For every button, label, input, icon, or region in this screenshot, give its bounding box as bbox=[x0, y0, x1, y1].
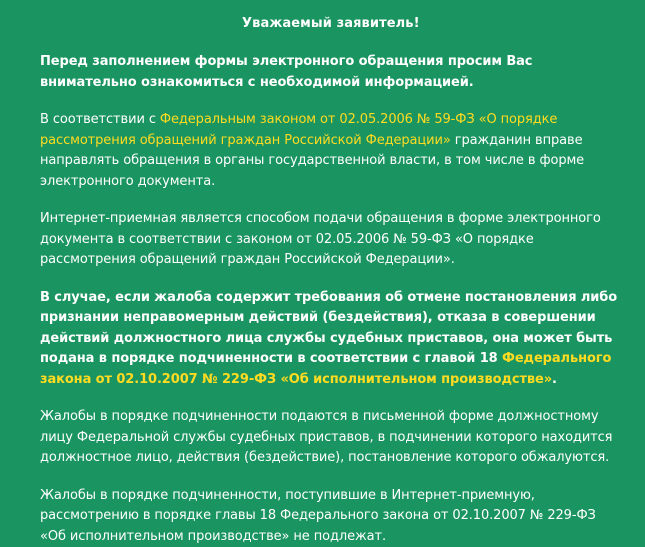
notice-paragraph-complaint bbox=[40, 288, 625, 391]
notice-paragraph-complaint-text-after: . bbox=[552, 372, 557, 387]
notice-paragraph-complaint-text-before: В случае, если жалоба содержит требования об отмене постановления либо признании неправомерным действий (бездействия), отказа в совершении действий должностного лица службы судебных приставов, она может быть подана в порядке подчиненности в соответствии с главой 18 bbox=[40, 290, 617, 367]
notice-greeting: Уважаемый заявитель! bbox=[40, 14, 625, 34]
notice-paragraph-not-subject: Жалобы в порядке подчиненности, поступившие в Интернет-приемную, рассмотрению в порядке главы 18 Федерального закона от 02.10.2007 № 229-ФЗ «Об исполнительном производстве» не подлежат. bbox=[40, 486, 625, 547]
federal-law-229-link[interactable]: Федерального закона от 02.10.2007 № 229-ФЗ «Об исполнительном производстве» bbox=[40, 351, 611, 387]
notice-paragraph-reception: Интернет-приемная является способом подачи обращения в форме электронного документа в соответствии с законом от 02.05.2006 № 59-ФЗ «О порядке рассмотрения обращений граждан Российской Федерации». bbox=[40, 209, 625, 271]
notice-paragraph-written-form: Жалобы в порядке подчиненности подаются в письменной форме должностному лицу Федеральной службы судебных приставов, в подчинении которого находится должностное лицо, действия (бездействие), постановление которого обжалуются. bbox=[40, 407, 625, 469]
federal-law-59-link[interactable]: Федеральным законом от 02.05.2006 № 59-ФЗ «О порядке рассмотрения обращений граждан Российской Федерации» bbox=[40, 112, 557, 148]
notice-intro: Перед заполнением формы электронного обращения просим Вас внимательно ознакомиться с необходимой информацией. bbox=[40, 52, 625, 93]
notice-paragraph-law-text-before: В соответствии с bbox=[40, 112, 160, 127]
notice-paragraph-law bbox=[40, 110, 625, 192]
notice-paragraph-law-text-after: гражданин вправе направлять обращения в органы государственной власти, в том числе в форме электронного документа. bbox=[40, 133, 584, 189]
